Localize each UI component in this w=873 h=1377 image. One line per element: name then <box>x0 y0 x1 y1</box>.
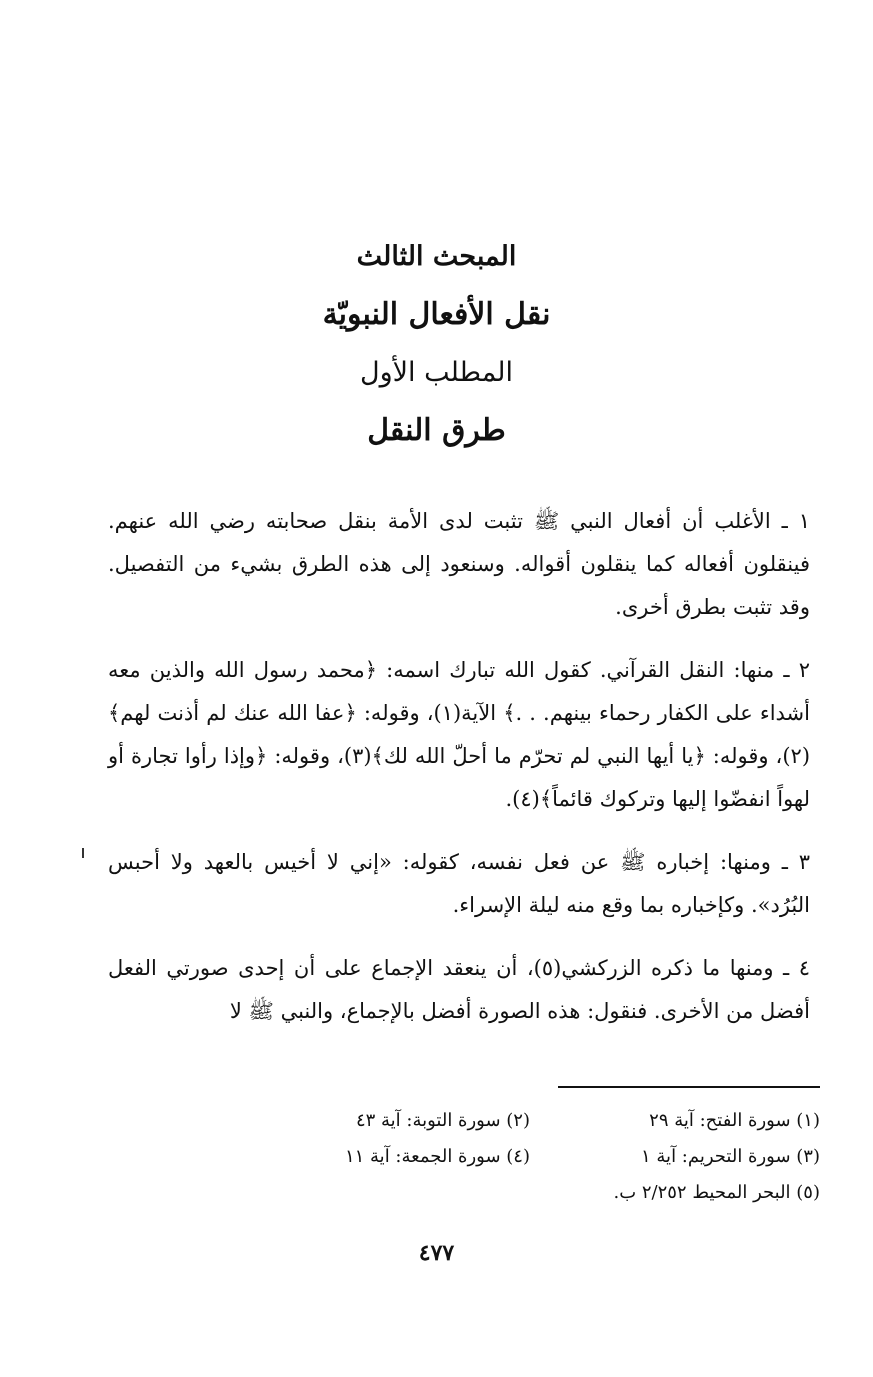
footnote-1: (١) سورة الفتح: آية ٢٩ <box>649 1110 820 1131</box>
section-heading: المبحث الثالث <box>356 241 517 272</box>
footnote-2: (٢) سورة التوبة: آية ٤٣ <box>355 1110 530 1131</box>
footnote-5: (٥) البحر المحيط ٢/٢٥٢ ب. <box>613 1182 820 1203</box>
headings-block <box>0 228 873 460</box>
footnote-row <box>240 1175 820 1211</box>
footnote-separator <box>558 1086 820 1088</box>
page-number: ٤٧٧ <box>418 1240 455 1266</box>
body-text <box>108 500 810 1053</box>
footnote-row <box>240 1139 820 1175</box>
footnote-row <box>240 1103 820 1139</box>
margin-mark <box>82 848 84 858</box>
footnote-3: (٣) سورة التحريم: آية ١ <box>641 1146 820 1167</box>
paragraph-1: ١ ـ الأغلب أن أفعال النبي ﷺ تثبت لدى الأمة بنقل صحابته رضي الله عنهم. فينقلون أفعاله كما ينقلون أقواله. وسنعود إلى هذه الطرق بشيء من التفصيل. وقد تثبت بطرق أخرى. <box>108 509 810 619</box>
paragraph-4: ٤ ـ ومنها ما ذكره الزركشي(٥)، أن ينعقد الإجماع على أن إحدى صورتي الفعل أفضل من الأخرى. فنقول: هذه الصورة أفضل بالإجماع، والنبي ﷺ لا <box>108 956 810 1023</box>
footnotes <box>240 1103 820 1211</box>
chapter-title: نقل الأفعال النبويّة <box>322 297 551 332</box>
subsection-title: طرق النقل <box>367 413 506 448</box>
paragraph-3: ٣ ـ ومنها: إخباره ﷺ عن فعل نفسه، كقوله: «إني لا أخيس بالعهد ولا أحبس البُرُد». وكإخباره بما وقع منه ليلة الإسراء. <box>108 850 810 917</box>
subsection-heading: المطلب الأول <box>359 357 514 388</box>
paragraph-2: ٢ ـ منها: النقل القرآني. كقول الله تبارك اسمه: ﴿محمد رسول الله والذين معه أشداء على الكفار رحماء بينهم. . .﴾ الآية(١)، وقوله: ﴿عفا الله عنك لم أذنت لهم﴾(٢)، وقوله: ﴿يا أيها النبي لم تحرّم ما أحلّ الله لك﴾(٣)، وقوله: ﴿وإذا رأوا تجارة أو لهواً انفضّوا إليها وتركوك قائماً﴾(٤). <box>108 658 811 811</box>
footnote-4: (٤) سورة الجمعة: آية ١١ <box>344 1146 530 1167</box>
